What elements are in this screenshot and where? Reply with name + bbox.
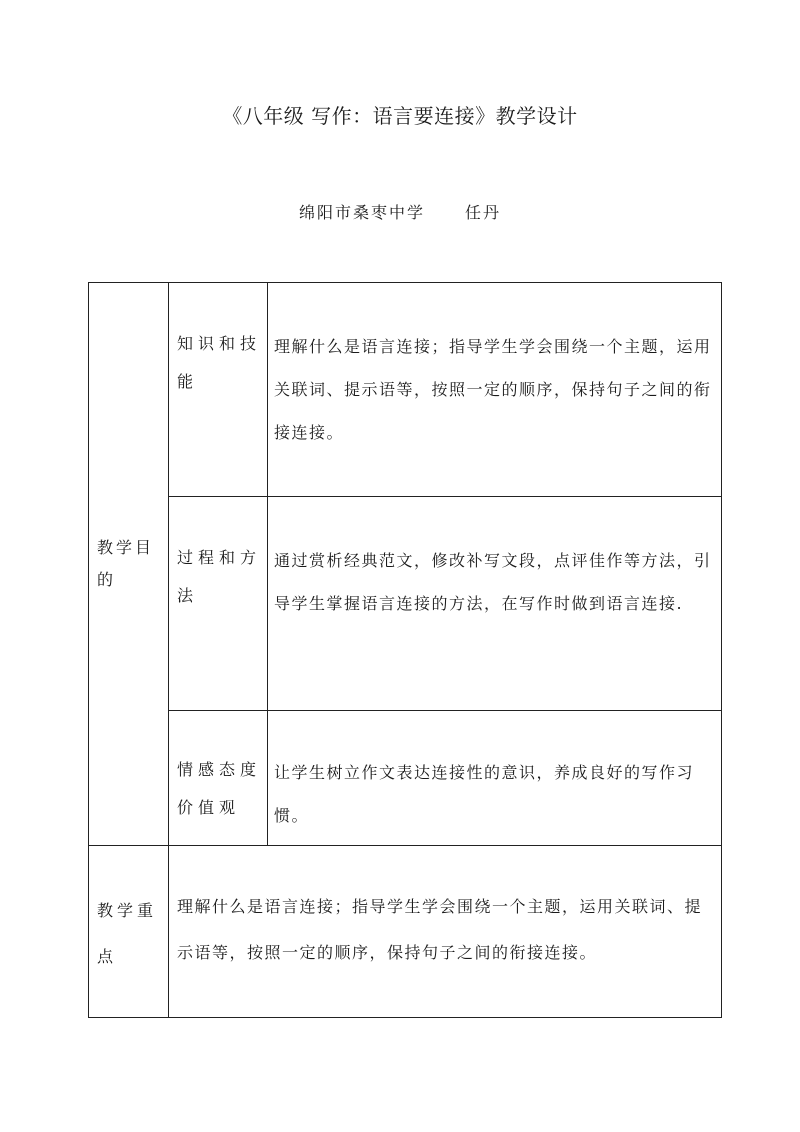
table-row: [89, 846, 722, 1018]
author-name: 任丹: [465, 203, 502, 222]
focus-content: 理解什么是语言连接；指导学生学会围绕一个主题，运用关联词、提示语等，按照一定的顺序，保持句子之间的衔接连接。: [169, 846, 722, 1018]
school-name: 绵阳市桑枣中学: [298, 203, 425, 222]
table-row: [89, 283, 722, 497]
objective-content: 让学生树立作文表达连接性的意识，养成良好的写作习惯。: [268, 711, 722, 846]
table-row: [89, 711, 722, 846]
lesson-plan-table: [88, 282, 722, 1018]
objective-content: 通过赏析经典范文，修改补写文段，点评佳作等方法，引导学生掌握语言连接的方法，在写作时做到语言连接.: [268, 497, 722, 711]
objective-content: 理解什么是语言连接；指导学生学会围绕一个主题，运用关联词、提示语等，按照一定的顺序，保持句子之间的衔接连接。: [268, 283, 722, 497]
table-row: [89, 497, 722, 711]
objective-sub-label: 知识和技能: [169, 283, 268, 497]
objectives-label: 教学目的: [89, 283, 169, 846]
document-title: 《八年级 写作：语言要连接》教学设计: [222, 104, 578, 128]
focus-label: 教学重点: [89, 846, 169, 1018]
author-line: [0, 200, 800, 223]
objective-sub-label: 过程和方法: [169, 497, 268, 711]
objective-sub-label: 情感态度价值观: [169, 711, 268, 846]
